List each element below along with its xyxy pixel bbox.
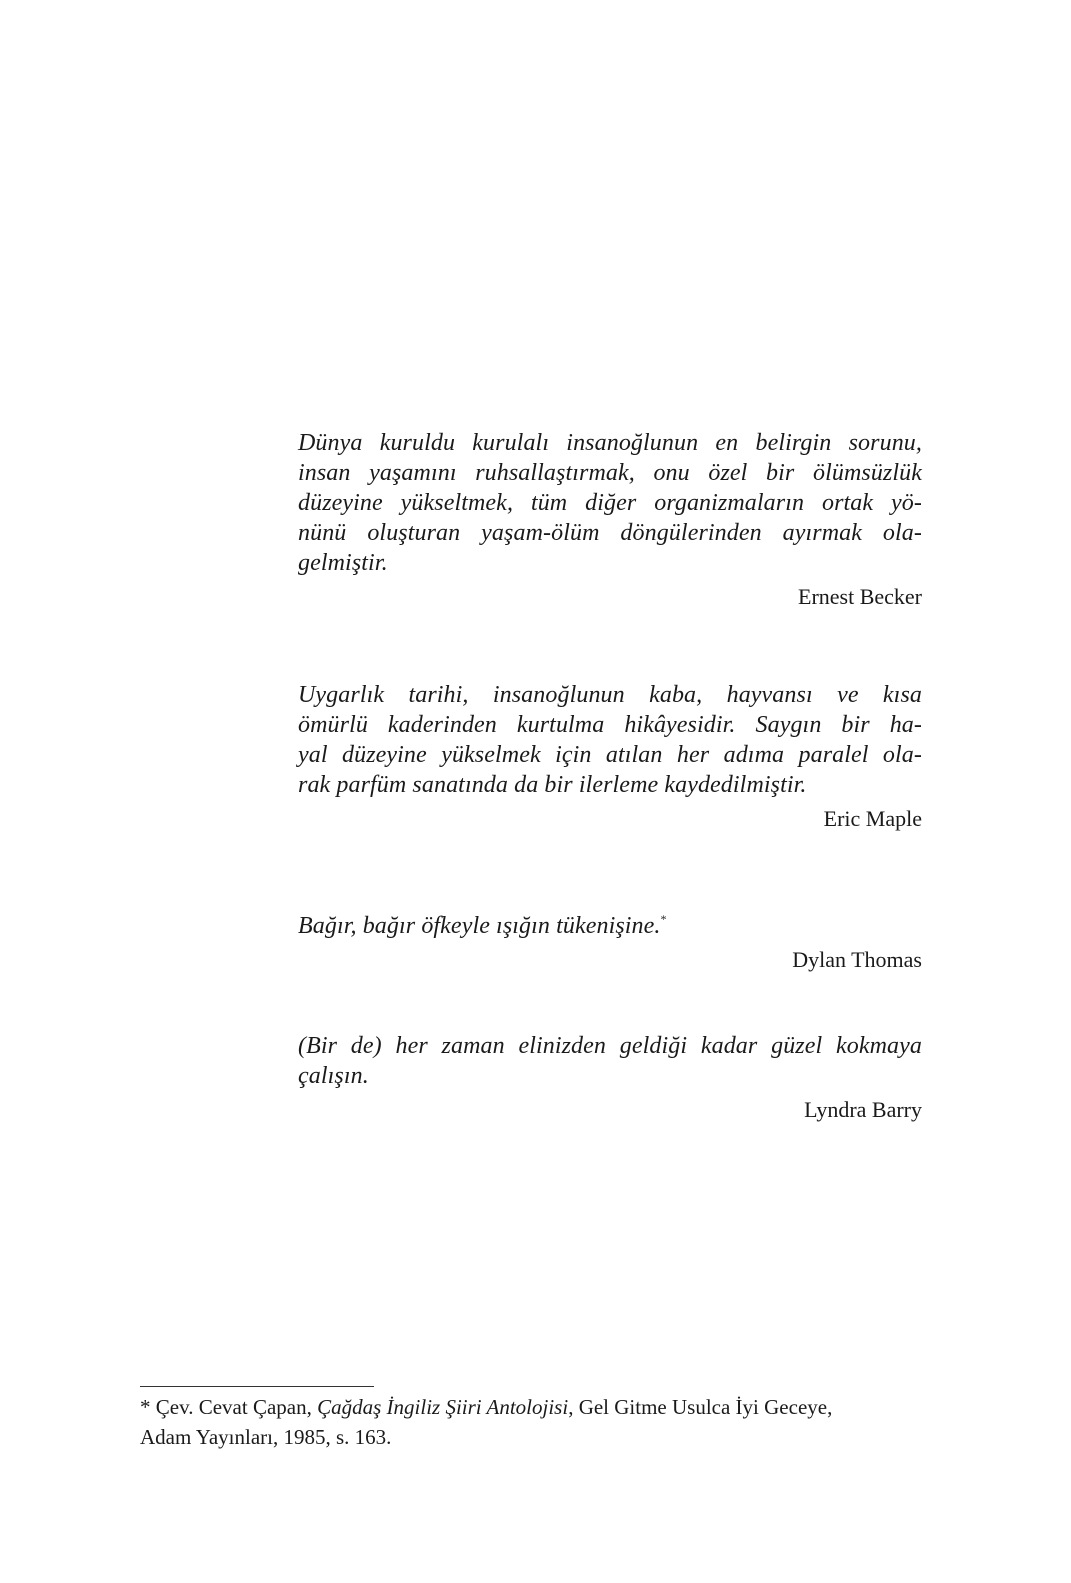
epigraph-quote: [298, 428, 922, 578]
epigraph-author: Lyndra Barry: [804, 1097, 922, 1122]
quote-line: [298, 904, 922, 941]
epigraph-maple: [298, 680, 922, 834]
footnote: [140, 1392, 930, 1452]
footnote-rule: [140, 1386, 374, 1387]
quote-line: Uygarlık tarihi, insanoğlunun kaba, hayvansı ve kısa: [298, 682, 922, 708]
epigraph-author: Eric Maple: [823, 806, 922, 831]
quote-line: gelmiştir.: [298, 550, 388, 576]
epigraph-quote: [298, 680, 922, 800]
quote-line-text: Bağır, bağır öfkeyle ışığın tükenişine.: [298, 913, 661, 939]
quote-line: Dünya kuruldu kurulalı insanoğlunun en belirgin sorunu,: [298, 430, 922, 456]
quote-line: düzeyine yükseltmek, tüm diğer organizmaların ortak yö-: [298, 490, 922, 516]
epigraph-barry: [298, 1031, 922, 1125]
quote-line: ömürlü kaderinden kurtulma hikâyesidir. Saygın bir ha-: [298, 712, 922, 738]
epigraph-thomas: [298, 904, 922, 975]
quote-line: insan yaşamını ruhsallaştırmak, onu özel bir ölümsüzlük: [298, 460, 922, 486]
footnote-line2: Adam Yayınları, 1985, s. 163.: [140, 1425, 392, 1449]
quote-line: çalışın.: [298, 1063, 369, 1089]
epigraph-quote: [298, 904, 922, 941]
footnote-marker: *: [660, 912, 667, 926]
footnote-prefix: * Çev. Cevat Çapan,: [140, 1395, 318, 1419]
quote-line: nünü oluşturan yaşam-ölüm döngülerinden ayırmak ola-: [298, 520, 922, 546]
quote-line: yal düzeyine yükselmek için atılan her adıma paralel ola-: [298, 742, 922, 768]
epigraph-author: Ernest Becker: [798, 584, 922, 609]
epigraph-quote: [298, 1031, 922, 1091]
epigraph-author: Dylan Thomas: [792, 947, 922, 972]
footnote-book-title: Çağdaş İngiliz Şiiri Antolojisi: [317, 1395, 569, 1419]
quote-line: rak parfüm sanatında da bir ilerleme kaydedilmiştir.: [298, 772, 807, 798]
quote-line: (Bir de) her zaman elinizden geldiği kadar güzel kokmaya: [298, 1033, 922, 1059]
footnote-rest: , Gel Gitme Usulca İyi Geceye,: [568, 1395, 833, 1419]
epigraph-becker: [298, 428, 922, 612]
